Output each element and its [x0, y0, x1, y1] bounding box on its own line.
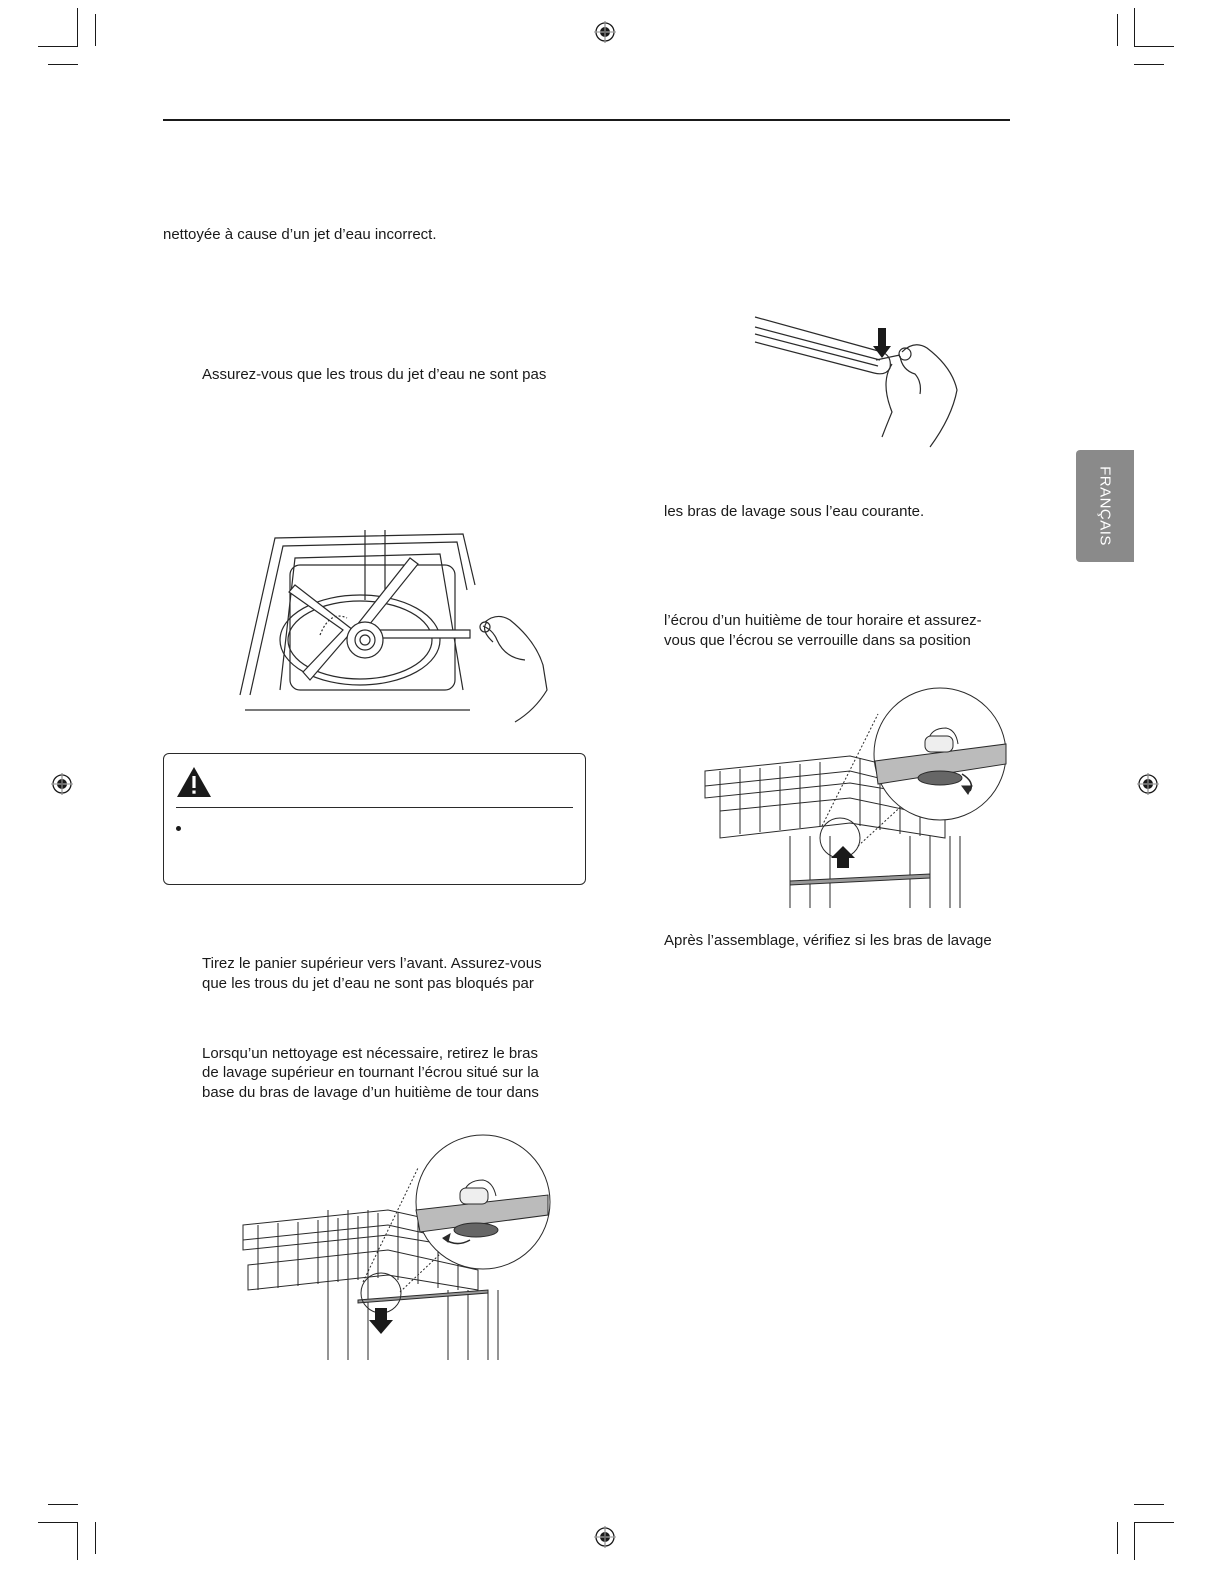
step-upper-line: que les trous du jet d’eau ne sont pas bloqués par [202, 975, 534, 992]
crop-mark-tl-v2 [95, 14, 96, 46]
crop-mark-br-h1 [1134, 1504, 1164, 1505]
step-upper-line: Tirez le panier supérieur vers l’avant. Assurez-vous [202, 955, 542, 972]
crop-mark-tl-h1 [38, 46, 78, 47]
crop-mark-tl-v1 [77, 8, 78, 46]
crop-mark-br-v1 [1117, 1522, 1118, 1554]
upper-arm-install-illustration [700, 686, 1015, 908]
step-remove-line: base du bras de lavage d’un huitième de tour dans [202, 1084, 539, 1101]
crop-mark-tr-v2 [1134, 8, 1135, 46]
crop-mark-bl-h1 [48, 1504, 78, 1505]
registration-mark-icon [51, 773, 73, 795]
crop-mark-tr-v1 [1117, 14, 1118, 46]
crop-mark-bl-v1 [77, 1522, 78, 1560]
lower-spray-arm-illustration [235, 530, 550, 725]
language-tab [1076, 450, 1134, 562]
crop-mark-tr-h1 [1134, 46, 1174, 47]
crop-mark-br-h2 [1134, 1522, 1174, 1523]
step-remove-line: de lavage supérieur en tournant l’écrou situé sur la [202, 1064, 539, 1081]
crop-mark-bl-h2 [38, 1522, 78, 1523]
body-text-line: Après l’assemblage, vérifiez si les bras de lavage [664, 932, 992, 949]
registration-mark-icon [1137, 773, 1159, 795]
body-text-line: Assurez-vous que les trous du jet d’eau ne sont pas [202, 366, 547, 383]
crop-mark-bl-v2 [95, 1522, 96, 1554]
body-text-line: nettoyée à cause d’un jet d’eau incorrect. [163, 226, 437, 243]
upper-arm-removal-illustration [238, 1140, 553, 1360]
crop-mark-br-v2 [1134, 1522, 1135, 1560]
caution-box [163, 753, 586, 885]
language-tab-label: FRANÇAIS [1096, 466, 1114, 546]
crop-mark-tl-h2 [48, 64, 78, 65]
step-nut-line: l’écrou d’un huitième de tour horaire et assurez- [664, 612, 982, 629]
body-text-line: les bras de lavage sous l’eau courante. [664, 503, 925, 520]
registration-mark-icon [594, 1526, 616, 1548]
caution-bullet [176, 826, 181, 831]
step-remove-line: Lorsqu’un nettoyage est nécessaire, retirez le bras [202, 1045, 539, 1062]
nozzle-cleaning-illustration [752, 312, 962, 452]
warning-triangle-icon [176, 766, 212, 798]
header-rule [163, 119, 1010, 121]
step-nut-line: vous que l’écrou se verrouille dans sa position [664, 632, 971, 649]
crop-mark-tr-h2 [1134, 64, 1164, 65]
caution-divider [176, 807, 573, 808]
registration-mark-icon [594, 21, 616, 43]
